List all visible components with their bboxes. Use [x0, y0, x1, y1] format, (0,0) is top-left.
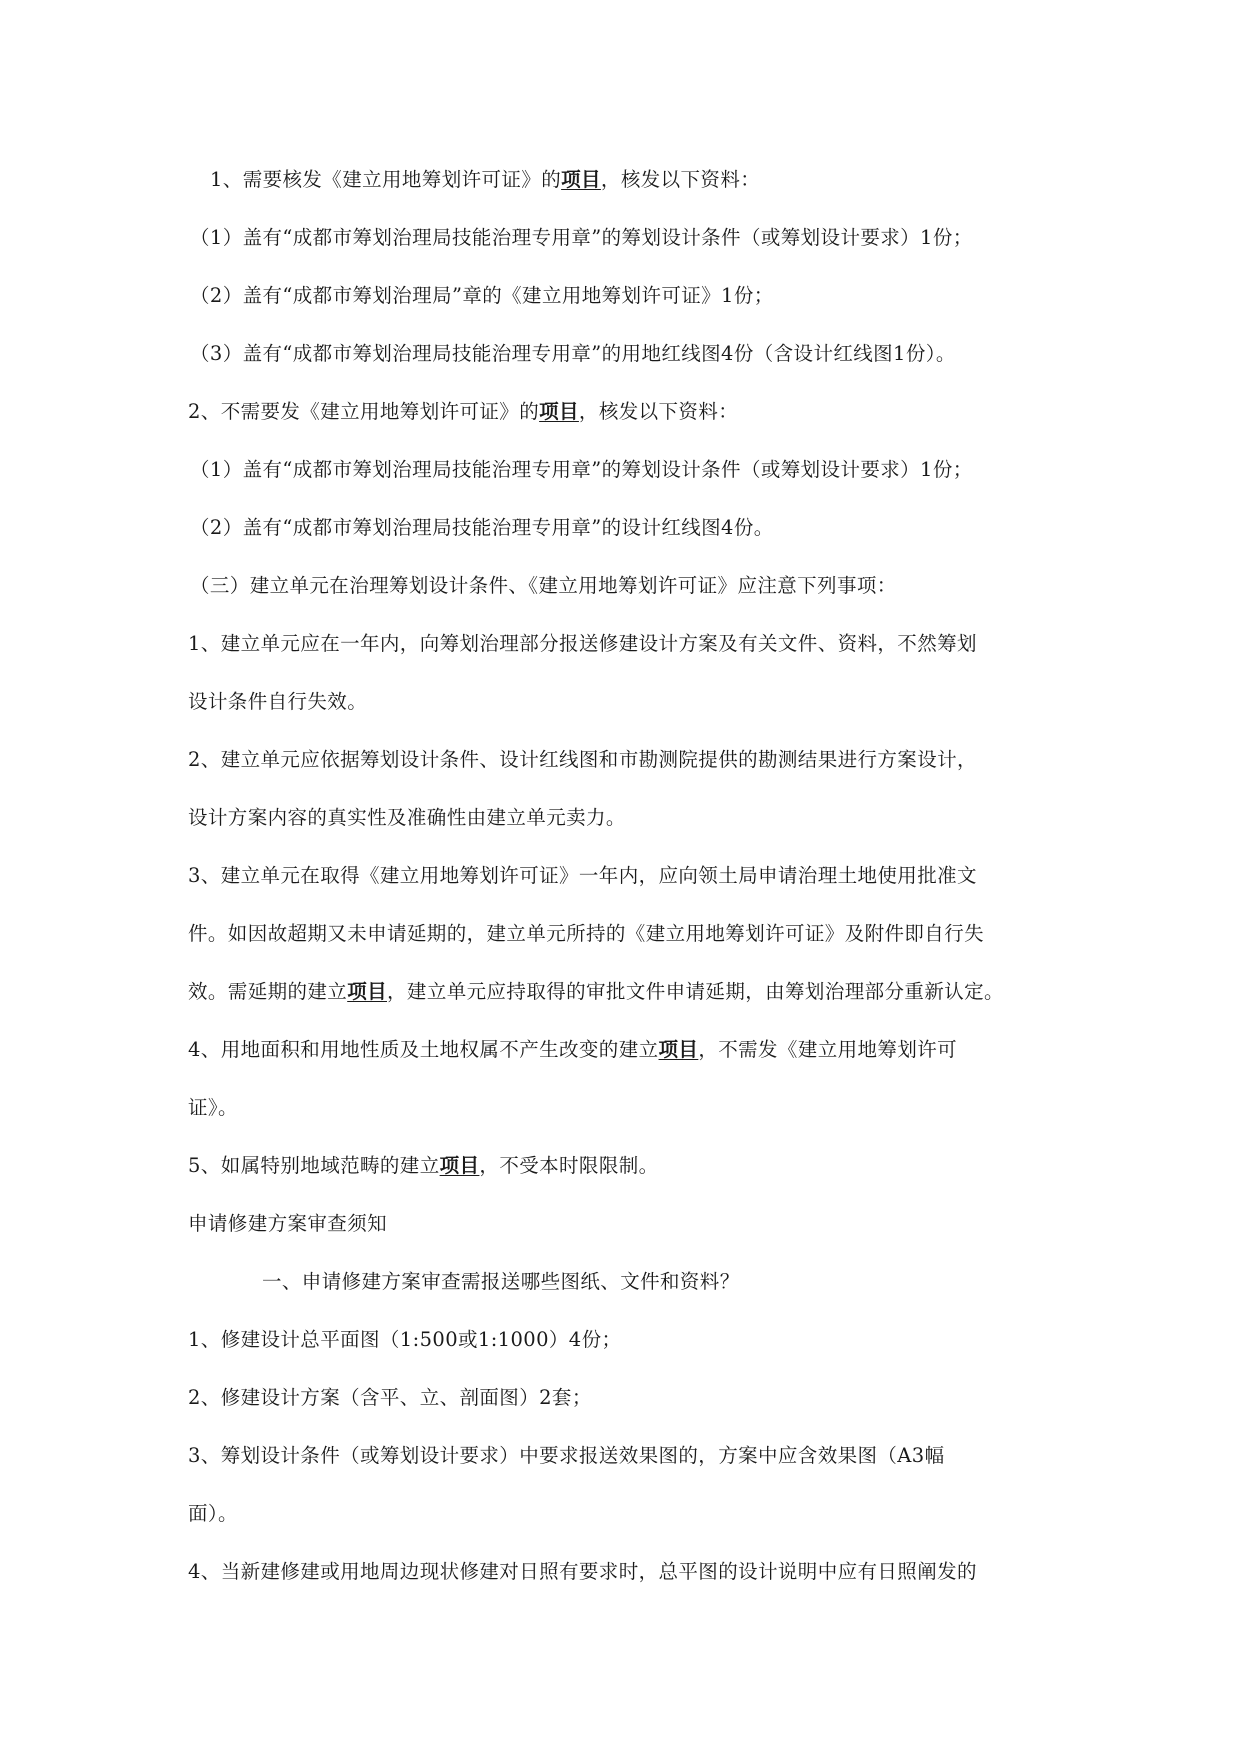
paragraph-line: [188, 978, 1004, 1006]
text-segment: ，不受本时限限制。: [479, 1154, 659, 1177]
text-segment: 5、如属特别地域范畴的建立: [188, 1154, 440, 1177]
text-segment: （3）盖有“成都市筹划治理局技能治理专用章”的用地红线图4份（含设计红线图1份）。: [190, 342, 956, 365]
text-segment: 证》。: [188, 1096, 238, 1119]
text-segment: 设计方案内容的真实性及准确性由建立单元卖力。: [188, 806, 626, 829]
paragraph-line: [188, 862, 977, 890]
paragraph-line: [188, 1442, 945, 1470]
text-segment: 4、用地面积和用地性质及土地权属不产生改变的建立: [188, 1038, 659, 1061]
paragraph-line: [188, 630, 977, 658]
text-segment: ，核发以下资料：: [600, 168, 761, 191]
paragraph-line: [188, 1036, 957, 1064]
text-segment: 3、建立单元在取得《建立用地筹划许可证》一年内，应向领土局申请治理土地使用批准文: [188, 864, 977, 887]
text-segment: ，核发以下资料：: [578, 400, 739, 423]
paragraph-line: [190, 224, 973, 252]
paragraph-line: [262, 1268, 740, 1296]
paragraph-line: [188, 1558, 977, 1586]
text-segment: 1、建立单元应在一年内，向筹划治理部分报送修建设计方案及有关文件、资料，不然筹划: [188, 632, 977, 655]
text-segment: 一、申请修建方案审查需报送哪些图纸、文件和资料？: [262, 1270, 740, 1293]
text-segment: （2）盖有“成都市筹划治理局技能治理专用章”的设计红线图4份。: [190, 516, 774, 539]
text-segment: 面）。: [188, 1502, 238, 1525]
text-segment: 效。需延期的建立: [188, 980, 348, 1003]
text-segment: ，不需发《建立用地筹划许可: [698, 1038, 958, 1061]
text-segment: （三）建立单元在治理筹划设计条件、《建立用地筹划许可证》应注意下列事项：: [190, 574, 897, 597]
paragraph-line: [210, 166, 760, 194]
paragraph-line: [190, 572, 897, 600]
paragraph-line: [188, 1094, 238, 1122]
paragraph-line: [188, 746, 977, 774]
text-segment: （1）盖有“成都市筹划治理局技能治理专用章”的筹划设计条件（或筹划设计要求）1份；: [190, 226, 973, 249]
text-segment: 件。如因故超期又未申请延期的，建立单元所持的《建立用地筹划许可证》及附件即自行失: [188, 922, 985, 945]
paragraph-line: [190, 514, 774, 542]
text-segment: 1、需要核发《建立用地筹划许可证》的: [210, 168, 562, 191]
text-segment: 设计条件自行失效。: [188, 690, 368, 713]
underlined-term: 项目: [347, 980, 388, 1003]
text-segment: 申请修建方案审查须知: [188, 1212, 388, 1235]
paragraph-line: [188, 804, 626, 832]
text-segment: 2、建立单元应依据筹划设计条件、设计红线图和市勘测院提供的勘测结果进行方案设计，: [188, 748, 977, 771]
paragraph-line: [188, 1326, 621, 1354]
paragraph-line: [190, 340, 956, 368]
underlined-term: 项目: [561, 168, 601, 191]
paragraph-line: [190, 456, 973, 484]
text-segment: 4、当新建修建或用地周边现状修建对日照有要求时，总平图的设计说明中应有日照阐发的: [188, 1560, 977, 1583]
text-segment: ，建立单元应持取得的审批文件申请延期，由筹划治理部分重新认定。: [387, 980, 1004, 1003]
paragraph-line: [188, 1384, 592, 1412]
underlined-term: 项目: [539, 400, 579, 423]
text-segment: 2、修建设计方案（含平、立、剖面图）2套；: [188, 1386, 592, 1409]
paragraph-line: [188, 920, 984, 948]
paragraph-line: [190, 282, 774, 310]
text-segment: 2、不需要发《建立用地筹划许可证》的: [188, 400, 540, 423]
paragraph-line: [188, 1500, 238, 1528]
underlined-term: 项目: [658, 1038, 699, 1061]
text-segment: （2）盖有“成都市筹划治理局”章的《建立用地筹划许可证》1份；: [190, 284, 774, 307]
paragraph-line: [188, 688, 367, 716]
paragraph-line: [188, 1152, 659, 1180]
text-segment: 1、修建设计总平面图（1:500或1:1000）4份；: [188, 1328, 622, 1351]
underlined-term: 项目: [439, 1154, 480, 1177]
paragraph-line: [188, 398, 738, 426]
text-segment: 3、筹划设计条件（或筹划设计要求）中要求报送效果图的，方案中应含效果图（A3幅: [188, 1444, 945, 1467]
text-segment: （1）盖有“成都市筹划治理局技能治理专用章”的筹划设计条件（或筹划设计要求）1份；: [190, 458, 973, 481]
paragraph-line: [188, 1210, 387, 1238]
